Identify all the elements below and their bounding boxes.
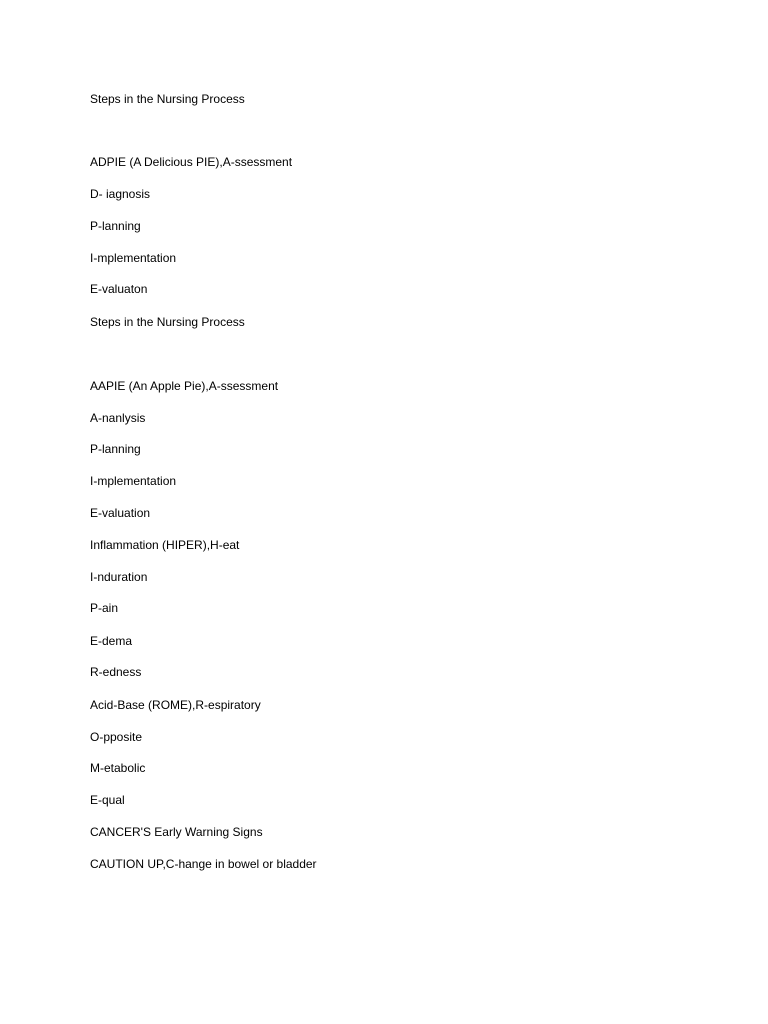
document-line: I-mplementation — [90, 251, 177, 265]
document-line: P-lanning — [90, 219, 141, 233]
document-line: A-nanlysis — [90, 411, 146, 425]
document-line: D- iagnosis — [90, 187, 151, 201]
document-line: E-qual — [90, 793, 125, 807]
document-line: I-nduration — [90, 570, 148, 584]
document-line: Inflammation (HIPER),H-eat — [90, 538, 240, 552]
document-line: CANCER'S Early Warning Signs — [90, 825, 263, 839]
document-line: O-pposite — [90, 730, 143, 744]
document-line: E-dema — [90, 634, 133, 648]
document-line: M-etabolic — [90, 761, 146, 775]
document-line: E-valuaton — [90, 282, 148, 296]
document-line: P-ain — [90, 601, 119, 615]
document-line: E-valuation — [90, 506, 151, 520]
document-line: ADPIE (A Delicious PIE),A-ssessment — [90, 155, 293, 169]
document-line: P-lanning — [90, 442, 141, 456]
document-line: AAPIE (An Apple Pie),A-ssessment — [90, 379, 279, 393]
document-line: Steps in the Nursing Process — [90, 315, 245, 329]
document-line: R-edness — [90, 665, 142, 679]
document-line: Steps in the Nursing Process — [90, 92, 245, 106]
document-line: I-mplementation — [90, 474, 177, 488]
document-line: Acid-Base (ROME),R-espiratory — [90, 698, 261, 712]
document-line: CAUTION UP,C-hange in bowel or bladder — [90, 857, 317, 871]
